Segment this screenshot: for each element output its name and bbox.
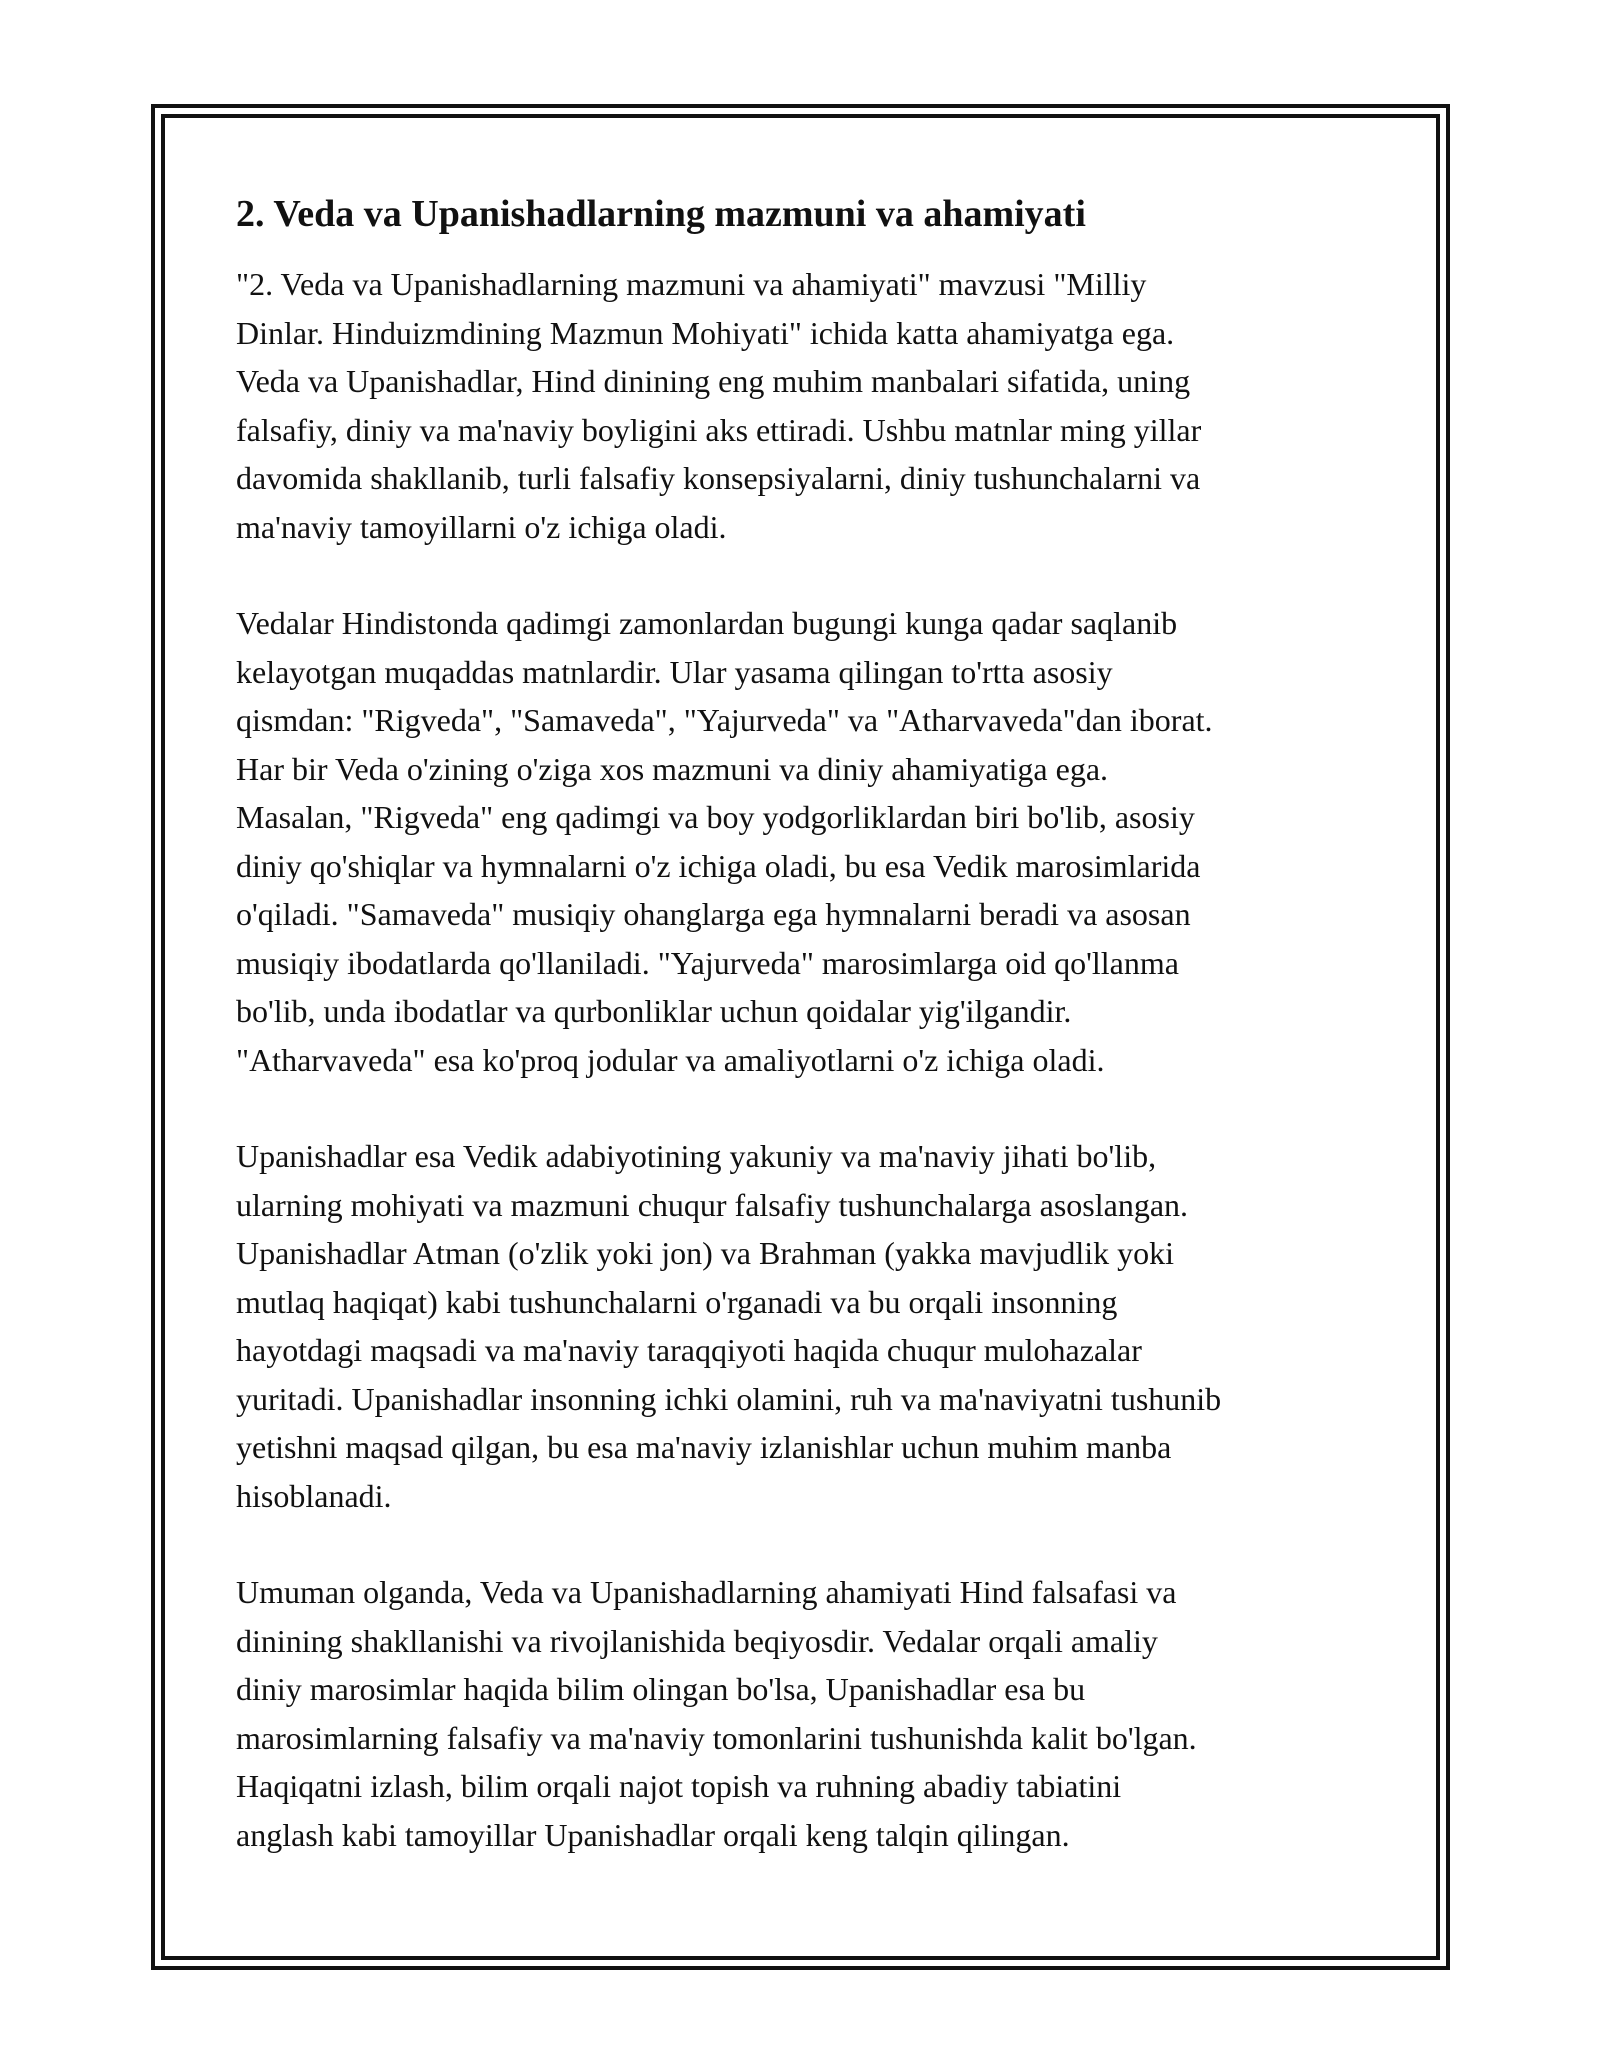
paragraph-line: yetishni maqsad qilgan, bu esa ma'naviy izlanishlar uchun muhim manba	[236, 1429, 1172, 1465]
paragraph-line: hisoblanadi.	[236, 1477, 392, 1514]
paragraph-line: ularning mohiyati va mazmuni chuqur falsafiy tushunchalarga asoslangan.	[236, 1186, 1189, 1223]
paragraph-line: "2. Veda va Upanishadlarning mazmuni va ahamiyati" mavzusi "Milliy	[236, 266, 1147, 302]
paragraph-line: Dinlar. Hinduizmdining Mazmun Mohiyati" ichida katta ahamiyatga ega.	[236, 314, 1175, 351]
paragraph-line: "Atharvaveda" esa ko'proq jodular va amaliyotlarni o'z ichiga oladi.	[236, 1041, 1105, 1078]
paragraph-line: diniy marosimlar haqida bilim olingan bo'lsa, Upanishadlar esa bu	[236, 1671, 1086, 1707]
paragraph-line: musiqiy ibodatlarda qo'llaniladi. "Yajurveda" marosimlarga oid qo'llanma	[236, 944, 1179, 981]
paragraph-line: Upanishadlar esa Vedik adabiyotining yakuniy va ma'naviy jihati bo'lib,	[236, 1138, 1157, 1174]
paragraph-vedas	[236, 599, 1376, 1084]
paragraph-intro	[236, 260, 1376, 551]
paragraph-line: Haqiqatni izlash, bilim orqali najot topish va ruhning abadiy tabiatini	[236, 1768, 1122, 1804]
paragraph-line: anglash kabi tamoyillar Upanishadlar orqali keng talqin qilingan.	[236, 1816, 1070, 1853]
paragraph-line: dinining shakllanishi va rivojlanishida beqiyosdir. Vedalar orqali amaliy	[236, 1622, 1158, 1659]
paragraph-conclusion	[236, 1568, 1376, 1859]
paragraph-line: o'qiladi. "Samaveda" musiqiy ohanglarga ega hymnalarni beradi va asosan	[236, 896, 1191, 932]
paragraph-line: qismdan: "Rigveda", "Samaveda", "Yajurveda" va "Atharvaveda"dan iborat.	[236, 702, 1213, 738]
paragraph-line: Umuman olganda, Veda va Upanishadlarning ahamiyati Hind falsafasi va	[236, 1574, 1177, 1610]
paragraph-line: falsafiy, diniy va ma'naviy boyligini aks ettiradi. Ushbu matnlar ming yillar	[236, 411, 1202, 448]
paragraph-line: Vedalar Hindistonda qadimgi zamonlardan bugungi kunga qadar saqlanib	[236, 605, 1178, 641]
paragraph-line: bo'lib, unda ibodatlar va qurbonliklar uchun qoidalar yig'ilgandir.	[236, 993, 1072, 1029]
paragraph-line: hayotdagi maqsadi va ma'naviy taraqqiyoti haqida chuqur mulohazalar	[236, 1332, 1142, 1368]
paragraph-line: Upanishadlar Atman (o'zlik yoki jon) va Brahman (yakka mavjudlik yoki	[236, 1235, 1174, 1271]
paragraph-line: yuritadi. Upanishadlar insonning ichki olamini, ruh va ma'naviyatni tushunib	[236, 1380, 1222, 1417]
paragraph-line: Veda va Upanishadlar, Hind dinining eng muhim manbalari sifatida, uning	[236, 363, 1191, 399]
paragraph-line: Masalan, "Rigveda" eng qadimgi va boy yodgorliklardan biri bo'lib, asosiy	[236, 799, 1195, 835]
paragraph-line: kelayotgan muqaddas matnlardir. Ular yasama qilingan to'rtta asosiy	[236, 653, 1113, 690]
paragraph-line: diniy qo'shiqlar va hymnalarni o'z ichiga oladi, bu esa Vedik marosimlarida	[236, 847, 1201, 884]
section-heading: 2. Veda va Upanishadlarning mazmuni va ahamiyati	[236, 193, 1086, 235]
paragraph-line: ma'naviy tamoyillarni o'z ichiga oladi.	[236, 508, 727, 545]
paragraph-upanishads	[236, 1132, 1376, 1520]
paragraph-line: mutlaq haqiqat) kabi tushunchalarni o'rganadi va bu orqali insonning	[236, 1283, 1118, 1320]
paragraph-line: Har bir Veda o'zining o'ziga xos mazmuni va diniy ahamiyatiga ega.	[236, 750, 1109, 787]
document-body	[236, 188, 1376, 1907]
paragraph-line: marosimlarning falsafiy va ma'naviy tomonlarini tushunishda kalit bo'lgan.	[236, 1719, 1197, 1756]
paragraph-line: davomida shakllanib, turli falsafiy konsepsiyalarni, diniy tushunchalarni va	[236, 460, 1201, 496]
